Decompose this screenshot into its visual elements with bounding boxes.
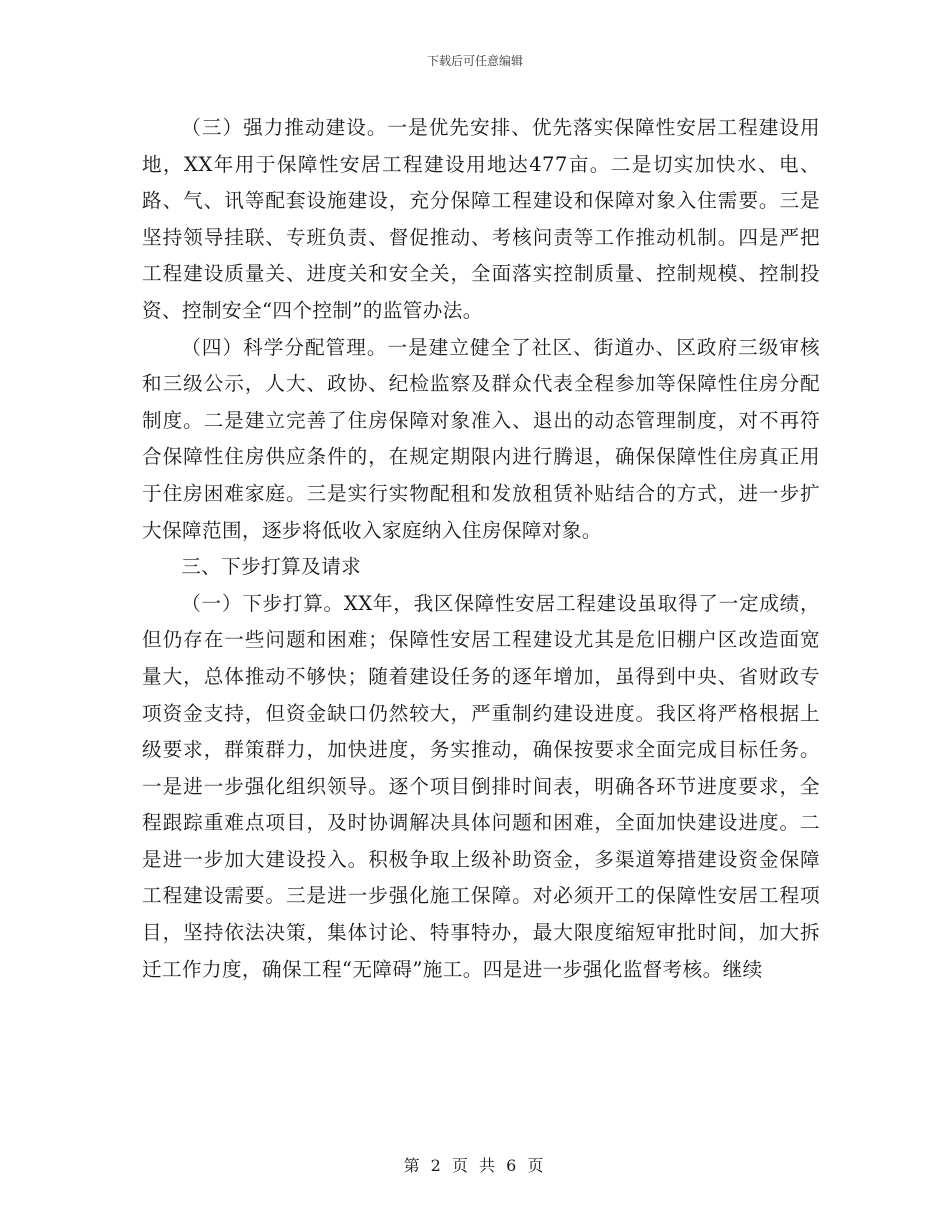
- paragraph-next-steps: （一）下步打算。XX年，我区保障性安居工程建设虽取得了一定成绩，但仍存在一些问题和困难；保障性安居工程建设尤其是危旧棚户区改造面宽量大，总体推动不够快；随着建设任务的逐年增加，虽得到中央、省财政专项资金支持，但资金缺口仍然较大，严重制约建设进度。我区将严格根据上级要求，群策群力，加快进度，务实推动，确保按要求全面完成目标任务。一是进一步强化组织领导。逐个项目倒排时间表，明确各环节进度要求，全程跟踪重难点项目，及时协调解决具体问题和困难，全面加快建设进度。二是进一步加大建设投入。积极争取上级补助资金，多渠道筹措建设资金保障工程建设需要。三是进一步强化施工保障。对必须开工的保障性安居工程项目，坚持依法决策，集体讨论、特事特办，最大限度缩短审批时间，加大拆迁工作力度，确保工程“无障碍”施工。四是进一步强化监督考核。继续: [142, 591, 820, 981]
- document-body: [142, 110, 820, 988]
- paragraph-construction: （三）强力推动建设。一是优先安排、优先落实保障性安居工程建设用地，XX年用于保障性安居工程建设用地达477亩。二是切实加快水、电、路、气、讯等配套设施建设，充分保障工程建设和保障对象入住需要。三是坚持领导挂联、专班负责、督促推动、考核问责等工作推动机制。四是严把工程建设质量关、进度关和安全关，全面落实控制质量、控制规模、控制投资、控制安全“四个控制”的监管办法。: [142, 116, 820, 322]
- paragraph-allocation: （四）科学分配管理。一是建立健全了社区、街道办、区政府三级审核和三级公示，人大、政协、纪检监察及群众代表全程参加等保障性住房分配制度。二是建立完善了住房保障对象准入、退出的动态管理制度，对不再符合保障性住房供应条件的，在规定期限内进行腾退，确保保障性住房真正用于住房困难家庭。三是实行实物配租和发放租赁补贴结合的方式，进一步扩大保障范围，逐步将低收入家庭纳入住房保障对象。: [142, 335, 820, 542]
- section-heading: 三、下步打算及请求: [181, 555, 362, 579]
- page-header: 下载后可任意编辑: [426, 54, 523, 68]
- page-footer: 第 2 页 共 6 页: [403, 1156, 547, 1175]
